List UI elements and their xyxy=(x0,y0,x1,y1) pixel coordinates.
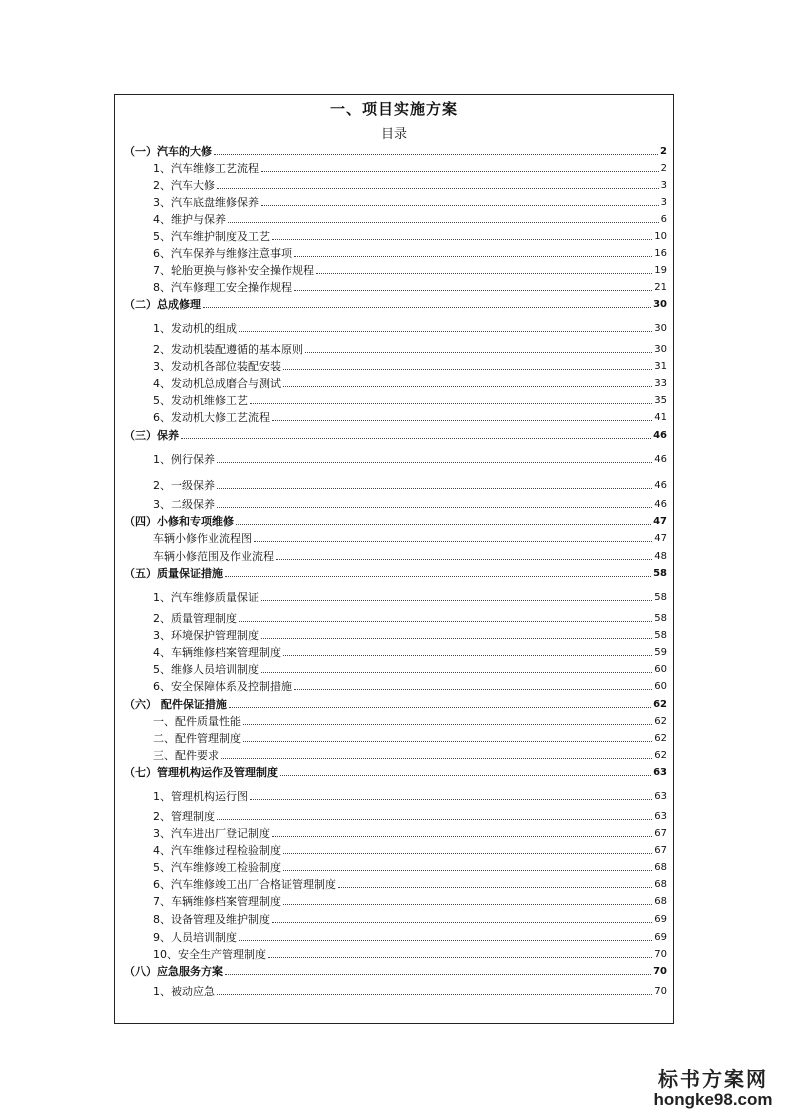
toc-entry[interactable] xyxy=(153,680,667,693)
toc-dot-leader xyxy=(203,307,651,308)
toc-entry-label: 4、汽车维修过程检验制度 xyxy=(153,844,281,857)
toc-entry-label: 10、安全生产管理制度 xyxy=(153,948,266,961)
toc-entry-label: 3、环境保护管理制度 xyxy=(153,629,259,642)
toc-page-number: 70 xyxy=(654,986,667,997)
toc-entry-label: 1、例行保养 xyxy=(153,453,215,466)
toc-entry-label: 4、车辆维修档案管理制度 xyxy=(153,646,281,659)
toc-entry[interactable] xyxy=(153,861,667,874)
toc-dot-leader xyxy=(272,922,652,923)
toc-dot-leader xyxy=(283,853,652,854)
toc-entry-label: 2、质量管理制度 xyxy=(153,612,237,625)
watermark-url: hongke98.com xyxy=(653,1090,773,1109)
toc-entry-label: 1、管理机构运行图 xyxy=(153,790,248,803)
toc-dot-leader xyxy=(217,507,652,508)
toc-heading: 目录 xyxy=(380,127,407,142)
toc-entry[interactable] xyxy=(153,790,667,803)
toc-page-number: 35 xyxy=(654,395,667,406)
toc-entry[interactable] xyxy=(153,550,667,563)
toc-page-number: 62 xyxy=(653,699,667,710)
toc-page-number: 46 xyxy=(654,499,667,510)
toc-page-number: 46 xyxy=(654,480,667,491)
toc-page-number: 58 xyxy=(654,592,667,603)
toc-dot-leader xyxy=(280,775,651,776)
toc-entry-label: 6、安全保障体系及控制措施 xyxy=(153,680,292,693)
toc-page-number: 3 xyxy=(660,180,667,191)
toc-page-number: 59 xyxy=(654,647,667,658)
toc-page-number: 67 xyxy=(654,828,667,839)
toc-page-number: 2 xyxy=(660,146,667,157)
toc-dot-leader xyxy=(250,403,652,404)
toc-entry[interactable] xyxy=(153,247,667,260)
toc-page-number: 63 xyxy=(653,767,667,778)
toc-entry[interactable] xyxy=(153,827,667,840)
toc-entry[interactable] xyxy=(153,985,667,998)
toc-dot-leader xyxy=(228,222,659,223)
toc-dot-leader xyxy=(283,386,652,387)
toc-entry[interactable] xyxy=(153,532,667,545)
toc-entry-label: 三、配件要求 xyxy=(153,749,219,762)
toc-dot-leader xyxy=(294,256,652,257)
toc-entry[interactable] xyxy=(153,453,667,466)
toc-entry-label: 车辆小修作业流程图 xyxy=(153,532,252,545)
toc-entry[interactable] xyxy=(153,479,667,492)
toc-entry-label: 3、汽车进出厂登记制度 xyxy=(153,827,270,840)
toc-entry-label: 二、配件管理制度 xyxy=(153,732,241,745)
document-title: 一、项目实施方案 xyxy=(329,100,458,118)
toc-entry-label: 8、汽车修理工安全操作规程 xyxy=(153,281,292,294)
toc-entry[interactable] xyxy=(153,878,667,891)
toc-dot-leader xyxy=(283,870,652,871)
toc-page-number: 30 xyxy=(653,299,667,310)
toc-entry-label: （七）管理机构运作及管理制度 xyxy=(124,766,278,779)
site-watermark xyxy=(653,1068,773,1110)
toc-dot-leader xyxy=(250,799,652,800)
toc-page-number: 69 xyxy=(654,914,667,925)
toc-entry-label: （八）应急服务方案 xyxy=(124,965,223,978)
toc-page-number: 60 xyxy=(654,664,667,675)
toc-entry[interactable] xyxy=(153,230,667,243)
toc-page-number: 58 xyxy=(654,630,667,641)
document-page xyxy=(114,94,674,1024)
toc-page-number: 62 xyxy=(654,716,667,727)
toc-entry[interactable] xyxy=(153,213,667,226)
toc-section[interactable] xyxy=(124,698,667,711)
toc-dot-leader xyxy=(221,758,652,759)
toc-entry-label: 9、人员培训制度 xyxy=(153,931,237,944)
toc-dot-leader xyxy=(272,239,652,240)
toc-entry[interactable] xyxy=(153,281,667,294)
toc-dot-leader xyxy=(283,369,652,370)
toc-entry[interactable] xyxy=(153,360,667,373)
toc-page-number: 58 xyxy=(653,568,667,579)
toc-entry-label: 2、发动机装配遵循的基本原则 xyxy=(153,343,303,356)
toc-dot-leader xyxy=(276,559,652,560)
toc-entry[interactable] xyxy=(153,715,667,728)
toc-dot-leader xyxy=(229,707,651,708)
toc-dot-leader xyxy=(217,188,659,189)
toc-page-number: 68 xyxy=(654,862,667,873)
toc-page-number: 68 xyxy=(654,879,667,890)
toc-entry[interactable] xyxy=(153,732,667,745)
toc-page-number: 70 xyxy=(653,966,667,977)
toc-page-number: 19 xyxy=(654,265,667,276)
toc-dot-leader xyxy=(239,621,652,622)
toc-dot-leader xyxy=(261,171,659,172)
toc-entry[interactable] xyxy=(153,931,667,944)
toc-entry-label: 一、配件质量性能 xyxy=(153,715,241,728)
toc-entry[interactable] xyxy=(153,498,667,511)
toc-page-number: 16 xyxy=(654,248,667,259)
toc-entry-label: 6、发动机大修工艺流程 xyxy=(153,411,270,424)
toc-entry-label: 5、汽车维修竣工检验制度 xyxy=(153,861,281,874)
toc-page-number: 47 xyxy=(654,533,667,544)
toc-dot-leader xyxy=(283,904,652,905)
toc-entry-label: 1、汽车维修质量保证 xyxy=(153,591,259,604)
toc-dot-leader xyxy=(239,940,652,941)
toc-dot-leader xyxy=(305,352,652,353)
toc-page-number: 3 xyxy=(660,197,667,208)
toc-entry-label: 6、汽车维修竣工出厂合格证管理制度 xyxy=(153,878,336,891)
toc-entry[interactable] xyxy=(153,343,667,356)
toc-entry[interactable] xyxy=(153,196,667,209)
toc-entry-label: 6、汽车保养与维修注意事项 xyxy=(153,247,292,260)
toc-page-number: 60 xyxy=(654,681,667,692)
toc-dot-leader xyxy=(254,541,652,542)
toc-entry-label: （二）总成修理 xyxy=(124,298,201,311)
toc-dot-leader xyxy=(294,689,652,690)
toc-entry[interactable] xyxy=(153,411,667,424)
toc-entry-label: （六） 配件保证措施 xyxy=(124,698,227,711)
toc-dot-leader xyxy=(268,957,652,958)
toc-entry-label: 5、汽车维护制度及工艺 xyxy=(153,230,270,243)
toc-section[interactable] xyxy=(124,965,667,978)
toc-page-number: 47 xyxy=(653,516,667,527)
toc-page-number: 62 xyxy=(654,733,667,744)
toc-entry-label: （四）小修和专项维修 xyxy=(124,515,234,528)
toc-dot-leader xyxy=(243,724,652,725)
toc-entry-label: 1、发动机的组成 xyxy=(153,322,237,335)
toc-entry[interactable] xyxy=(153,629,667,642)
toc-page-number: 48 xyxy=(654,551,667,562)
toc-dot-leader xyxy=(217,819,652,820)
toc-page-number: 70 xyxy=(654,949,667,960)
toc-entry[interactable] xyxy=(153,948,667,961)
toc-dot-leader xyxy=(225,974,651,975)
toc-entry-label: 2、管理制度 xyxy=(153,810,215,823)
toc-entry-label: 7、轮胎更换与修补安全操作规程 xyxy=(153,264,314,277)
toc-dot-leader xyxy=(261,205,659,206)
toc-page-number: 58 xyxy=(654,613,667,624)
toc-dot-leader xyxy=(243,741,652,742)
toc-entry[interactable] xyxy=(153,913,667,926)
toc-page-number: 63 xyxy=(654,791,667,802)
toc-dot-leader xyxy=(236,524,651,525)
toc-entry[interactable] xyxy=(153,646,667,659)
toc-dot-leader xyxy=(214,154,658,155)
toc-entry-label: 1、被动应急 xyxy=(153,985,215,998)
toc-dot-leader xyxy=(283,655,652,656)
toc-section[interactable] xyxy=(124,298,667,311)
toc-dot-leader xyxy=(217,994,652,995)
toc-dot-leader xyxy=(294,290,652,291)
toc-entry-label: 8、设备管理及维护制度 xyxy=(153,913,270,926)
toc-entry-label: 7、车辆维修档案管理制度 xyxy=(153,895,281,908)
toc-section[interactable] xyxy=(124,429,667,442)
toc-entry-label: 车辆小修范围及作业流程 xyxy=(153,550,274,563)
toc-entry-label: （五）质量保证措施 xyxy=(124,567,223,580)
toc-section[interactable] xyxy=(124,515,667,528)
toc-entry[interactable] xyxy=(153,663,667,676)
toc-entry-label: 2、汽车大修 xyxy=(153,179,215,192)
toc-dot-leader xyxy=(217,488,652,489)
toc-page-number: 62 xyxy=(654,750,667,761)
toc-entry[interactable] xyxy=(153,749,667,762)
toc-entry-label: 3、二级保养 xyxy=(153,498,215,511)
toc-page-number: 63 xyxy=(654,811,667,822)
toc-entry[interactable] xyxy=(153,162,667,175)
toc-page-number: 2 xyxy=(660,163,667,174)
toc-entry[interactable] xyxy=(153,810,667,823)
toc-entry-label: 5、发动机维修工艺 xyxy=(153,394,248,407)
toc-page-number: 46 xyxy=(654,454,667,465)
toc-page-number: 67 xyxy=(654,845,667,856)
toc-page-number: 6 xyxy=(660,214,667,225)
toc-page-number: 30 xyxy=(654,344,667,355)
toc-dot-leader xyxy=(261,600,652,601)
toc-entry[interactable] xyxy=(153,895,667,908)
toc-entry-label: 2、一级保养 xyxy=(153,479,215,492)
toc-page-number: 69 xyxy=(654,932,667,943)
toc-page-number: 31 xyxy=(654,361,667,372)
toc-entry[interactable] xyxy=(153,264,667,277)
toc-entry[interactable] xyxy=(153,394,667,407)
toc-dot-leader xyxy=(272,420,652,421)
toc-section[interactable] xyxy=(124,567,667,580)
toc-page-number: 21 xyxy=(654,282,667,293)
toc-entry[interactable] xyxy=(153,591,667,604)
toc-dot-leader xyxy=(261,672,652,673)
toc-dot-leader xyxy=(181,438,651,439)
toc-dot-leader xyxy=(261,638,652,639)
watermark-site-name: 标书方案网 xyxy=(658,1067,768,1091)
toc-dot-leader xyxy=(338,887,652,888)
toc-dot-leader xyxy=(217,462,652,463)
toc-section[interactable] xyxy=(124,766,667,779)
toc-page-number: 68 xyxy=(654,896,667,907)
toc-entry-label: 3、发动机各部位装配安装 xyxy=(153,360,281,373)
toc-dot-leader xyxy=(272,836,652,837)
toc-dot-leader xyxy=(316,273,652,274)
toc-page-number: 46 xyxy=(653,430,667,441)
toc-dot-leader xyxy=(239,331,652,332)
toc-entry[interactable] xyxy=(153,377,667,390)
toc-entry-label: 4、发动机总成磨合与测试 xyxy=(153,377,281,390)
toc-entry[interactable] xyxy=(153,612,667,625)
toc-entry-label: （三）保养 xyxy=(124,429,179,442)
toc-entry-label: 5、维修人员培训制度 xyxy=(153,663,259,676)
toc-entry-label: （一）汽车的大修 xyxy=(124,145,212,158)
toc-entry-label: 3、汽车底盘维修保养 xyxy=(153,196,259,209)
toc-entry[interactable] xyxy=(153,179,667,192)
toc-entry[interactable] xyxy=(153,844,667,857)
toc-page-number: 30 xyxy=(654,323,667,334)
toc-section[interactable] xyxy=(124,145,667,158)
toc-entry-label: 4、维护与保养 xyxy=(153,213,226,226)
toc-entry[interactable] xyxy=(153,322,667,335)
toc-page-number: 33 xyxy=(654,378,667,389)
toc-page-number: 41 xyxy=(654,412,667,423)
toc-entry-label: 1、汽车维修工艺流程 xyxy=(153,162,259,175)
toc-dot-leader xyxy=(225,576,651,577)
toc-page-number: 10 xyxy=(654,231,667,242)
